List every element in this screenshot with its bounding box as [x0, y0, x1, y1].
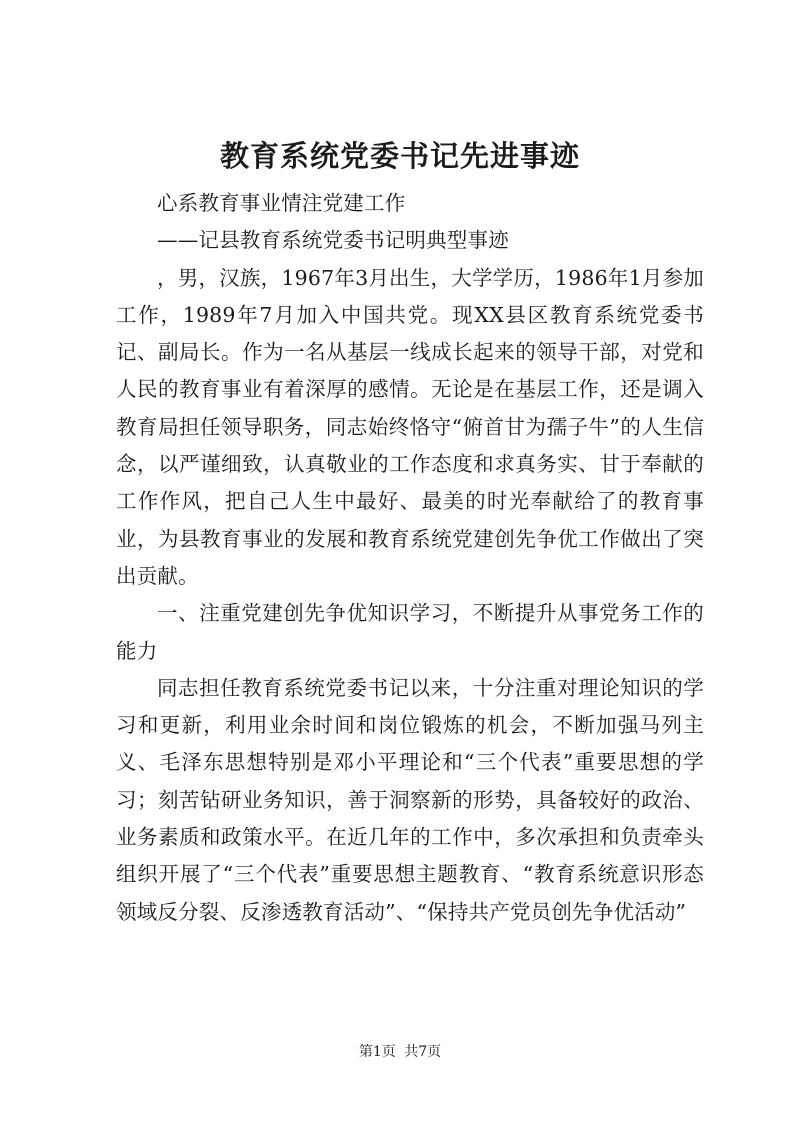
- document-title: 教育系统党委书记先进事迹: [219, 139, 580, 173]
- subtitle-byline: ——记县教育系统党委书记明典型事迹: [157, 228, 509, 253]
- paragraph-intro: ，男，汉族，1967年3月出生，大学学历，1986年1月参加工作，1989年7月加入中国共党。现XX县区教育系统党委书记、副局长。作为一名从基层一线成长起来的领导干部，对党和人民的教育事业有着深厚的感情。无论是在基层工作，还是调入教育局担任领导职务，同志始终恪守“俯首甘为孺子牛”的人生信念，以严谨细致，认真敬业的工作态度和求真务实、甘于奉献的工作作风，把自己人生中最好、最美的时光奉献给了的教育事业，为县教育事业的发展和教育系统党建创先争优工作做出了突出贡献。: [116, 265, 704, 588]
- page-number: 第1页: [358, 1044, 396, 1060]
- page-total: 共7页: [404, 1044, 442, 1060]
- section-heading-1: 一、注重党建创先争优知识学习，不断提升从事党务工作的能力: [116, 601, 704, 663]
- document-body: [116, 185, 704, 931]
- page-footer: [0, 1042, 800, 1062]
- subtitle-line: 心系教育事业情注党建工作: [157, 191, 406, 215]
- paragraph-section-1: 同志担任教育系统党委书记以来，十分注重对理论知识的学习和更新，利用业余时间和岗位锻炼的机会，不断加强马列主义、毛泽东思想特别是邓小平理论和“三个代表”重要思想的学习；刻苦钻研业务知识，善于洞察新的形势，具备较好的政治、业务素质和政策水平。在近几年的工作中，多次承担和负责牵头组织开展了“三个代表”重要思想主题教育、“教育系统意识形态领域反分裂、反渗透教育活动”、“保持共产党员创先争优活动”: [116, 675, 704, 924]
